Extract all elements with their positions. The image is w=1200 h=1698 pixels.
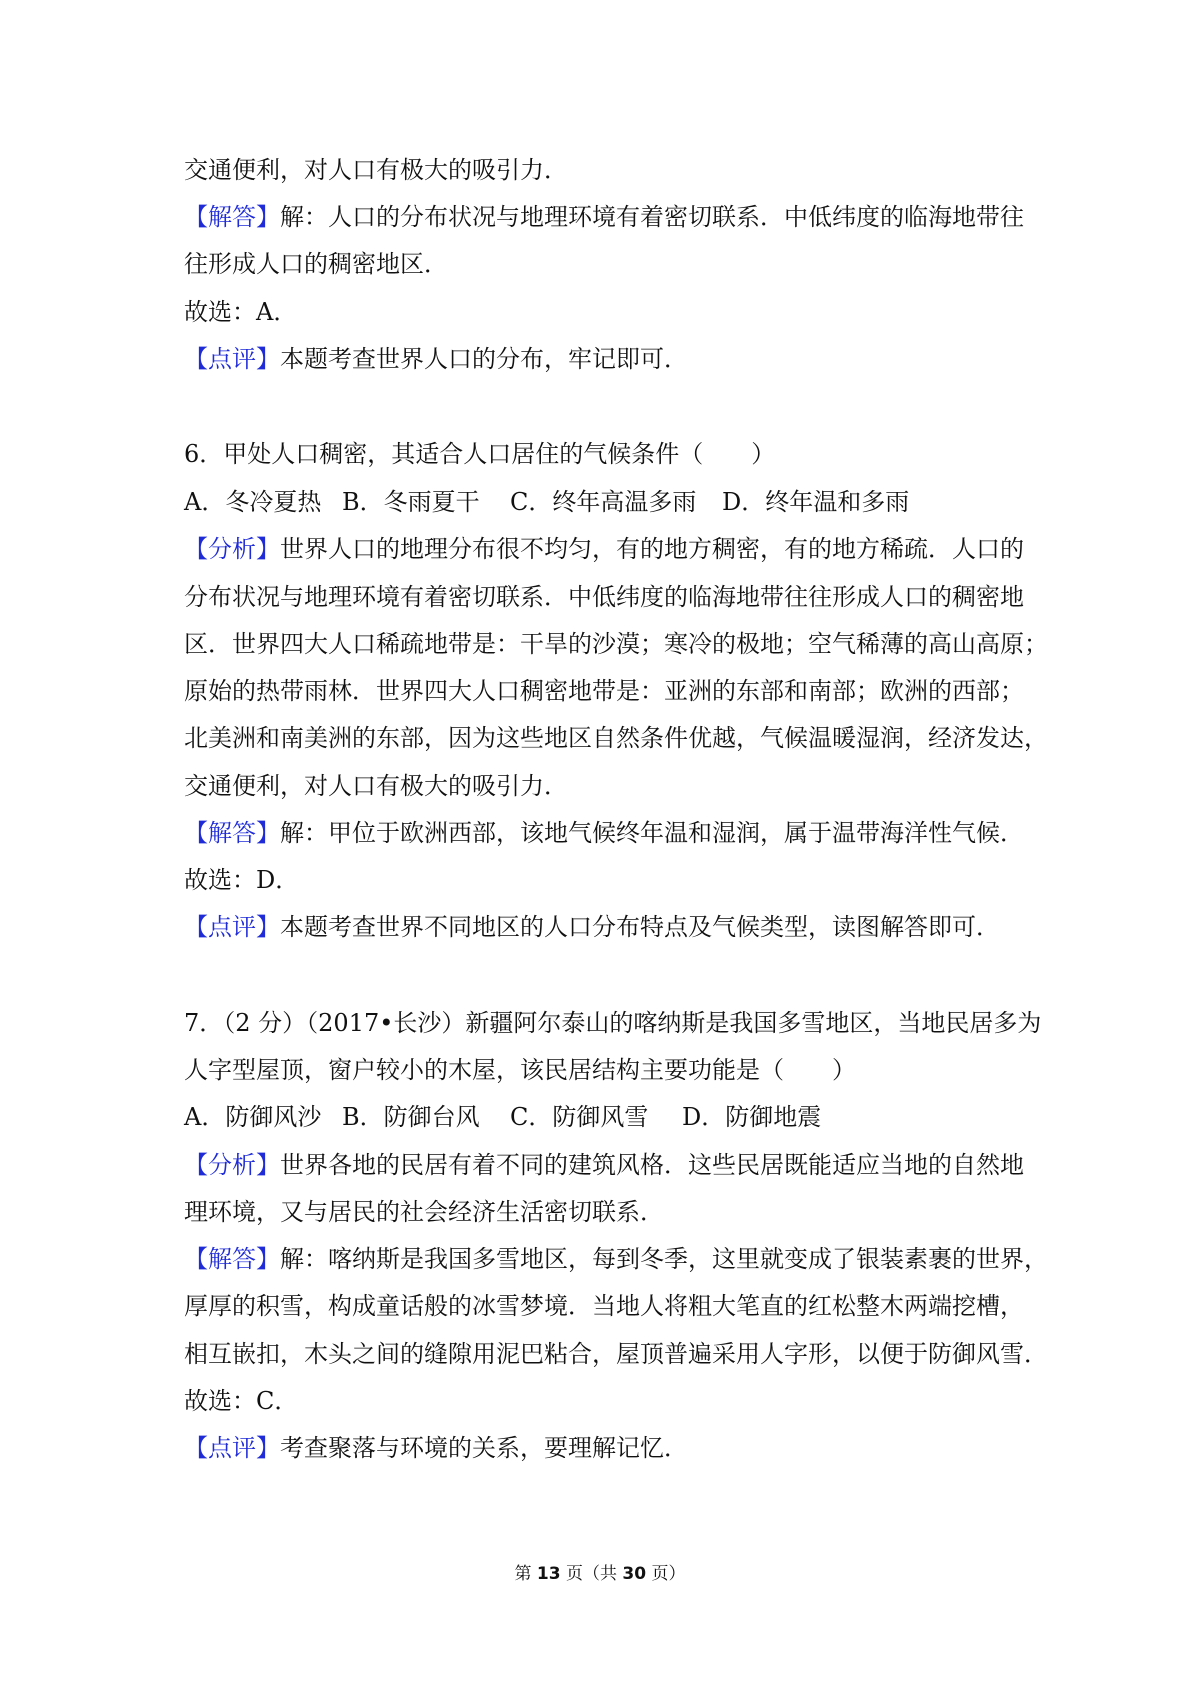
q6-option-c: C．终年高温多雨 [510,488,697,516]
q5-answer-line-1: 【解答】解：人口的分布状况与地理环境有着密切联系．中低纬度的临海地带往 [184,203,1024,231]
q7-stem-line-1: 7．（2 分）（2017•长沙）新疆阿尔泰山的喀纳斯是我国多雪地区，当地民居多为 [184,1009,1042,1037]
page-footer: 第 13 页（共 30 页） [514,1564,686,1584]
q7-option-a: A．防御风沙 [184,1103,322,1131]
q5-choice: 故选：A． [184,298,298,326]
q7-analysis-line-1: 【分析】世界各地的民居有着不同的建筑风格．这些民居既能适应当地的自然地 [184,1151,1024,1179]
q7-choice: 故选：C． [184,1387,299,1415]
q5-analysis-end: 交通便利，对人口有极大的吸引力． [184,156,568,184]
q5-comment: 【点评】本题考查世界人口的分布，牢记即可． [184,345,688,373]
q6-analysis-line-5: 北美洲和南美洲的东部，因为这些地区自然条件优越，气候温暖湿润，经济发达， [184,724,1048,752]
analysis-tag: 【分析】 [184,1151,280,1179]
q7-analysis-line-2: 理环境，又与居民的社会经济生活密切联系． [184,1198,664,1226]
q7-option-c: C．防御风雪 [510,1103,649,1131]
total-pages: 30 [622,1564,647,1584]
q6-option-a: A．冬冷夏热 [184,488,322,516]
q6-analysis-line-1: 【分析】世界人口的地理分布很不均匀，有的地方稠密，有的地方稀疏．人口的 [184,535,1024,563]
q7-answer-line-1: 【解答】解：喀纳斯是我国多雪地区，每到冬季，这里就变成了银装素裹的世界， [184,1245,1048,1273]
q6-analysis-line-4: 原始的热带雨林．世界四大人口稠密地带是：亚洲的东部和南部；欧洲的西部； [184,677,1024,705]
comment-tag: 【点评】 [184,913,280,941]
q6-option-b: B．冬雨夏干 [342,488,480,516]
q7-options [184,1101,821,1133]
comment-tag: 【点评】 [184,345,280,373]
q7-option-d: D．防御地震 [682,1103,822,1131]
q7-stem-line-2: 人字型屋顶，窗户较小的木屋，该民居结构主要功能是（ ） [184,1056,856,1084]
q7-option-b: B．防御台风 [342,1103,480,1131]
q6-option-d: D．终年温和多雨 [722,488,910,516]
q6-options [184,486,909,518]
q6-comment: 【点评】本题考查世界不同地区的人口分布特点及气候类型，读图解答即可． [184,913,1000,941]
answer-tag: 【解答】 [184,203,280,231]
q7-answer-line-3: 相互嵌扣，木头之间的缝隙用泥巴粘合，屋顶普遍采用人字形，以便于防御风雪． [184,1340,1048,1368]
q6-stem: 6．甲处人口稠密，其适合人口居住的气候条件（ ） [184,440,776,468]
comment-tag: 【点评】 [184,1434,280,1462]
q6-answer: 【解答】解：甲位于欧洲西部，该地气候终年温和湿润，属于温带海洋性气候． [184,819,1024,847]
page-number: 13 [536,1564,561,1584]
q6-analysis-line-2: 分布状况与地理环境有着密切联系．中低纬度的临海地带往往形成人口的稠密地 [184,583,1024,611]
answer-tag: 【解答】 [184,819,280,847]
analysis-tag: 【分析】 [184,535,280,563]
answer-tag: 【解答】 [184,1245,280,1273]
q6-analysis-line-3: 区．世界四大人口稀疏地带是：干旱的沙漠；寒冷的极地；空气稀薄的高山高原； [184,630,1048,658]
q7-answer-line-2: 厚厚的积雪，构成童话般的冰雪梦境．当地人将粗大笔直的红松整木两端挖槽， [184,1292,1024,1320]
q7-comment: 【点评】考查聚落与环境的关系，要理解记忆． [184,1434,688,1462]
q6-analysis-line-6: 交通便利，对人口有极大的吸引力． [184,772,568,800]
q5-answer-line-2: 往形成人口的稠密地区． [184,250,448,278]
q6-choice: 故选：D． [184,866,300,894]
